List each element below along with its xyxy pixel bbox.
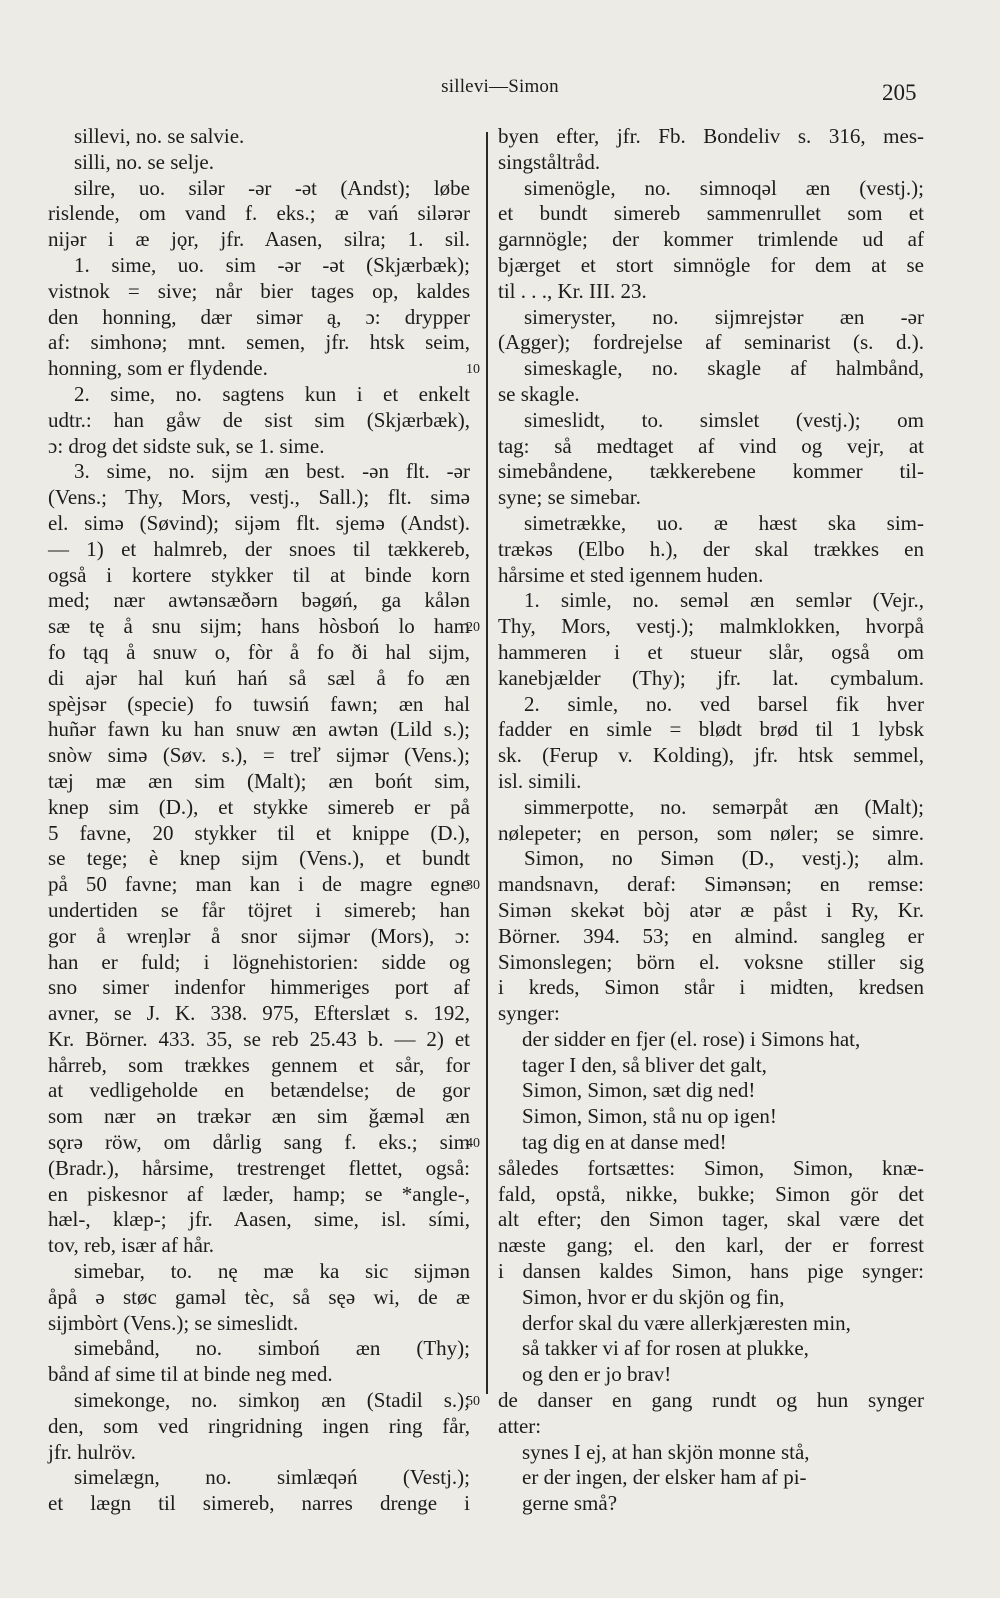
left-column bbox=[48, 124, 470, 1517]
text-line: simebar, to. nę mæ ka sic sijmən bbox=[74, 1259, 470, 1284]
text-line: sno simer indenfor himmeriges port af bbox=[48, 975, 470, 1000]
text-line: undertiden se får töjret i simereb; han bbox=[48, 897, 470, 922]
text-line: gerne små? bbox=[522, 1491, 618, 1516]
line-number: 40 bbox=[466, 1136, 480, 1152]
text-line: et lægn til simereb, narres drenge i bbox=[48, 1491, 470, 1516]
line-number: 50 bbox=[466, 1394, 480, 1410]
text-line: simenögle, no. simnoqəl æn (vestj.); bbox=[524, 175, 924, 200]
text-line: Simon, Simon, sæt dig ned! bbox=[522, 1078, 756, 1103]
text-line: 3. sime, no. sijm æn best. -ən flt. -ər bbox=[74, 459, 470, 484]
text-line: i dansen kaldes Simon, hans pige synger: bbox=[498, 1259, 924, 1284]
text-line: (Bradr.), hårsime, trestrenget flettet, også: bbox=[48, 1155, 470, 1180]
text-line: syne; se simebar. bbox=[498, 485, 641, 510]
line-number: 30 bbox=[466, 878, 480, 894]
text-line: Thy, Mors, vestj.); malmklokken, hvorpå bbox=[498, 614, 924, 639]
text-line: alt efter; den Simon tager, skal være det bbox=[498, 1207, 924, 1232]
line-number: 20 bbox=[466, 620, 480, 636]
text-line: silre, uo. silər -ər -ət (Andst); løbe bbox=[74, 175, 470, 200]
text-line: mandsnavn, deraf: Simənsən; en remse: bbox=[498, 872, 924, 897]
text-line: hårsime et sted igennem huden. bbox=[498, 562, 764, 587]
text-line: og den er jo brav! bbox=[522, 1362, 672, 1387]
line-number: 10 bbox=[466, 362, 480, 378]
text-line: (Vens.; Thy, Mors, vestj., Sall.); flt. simə bbox=[48, 485, 470, 510]
text-line: byen efter, jfr. Fb. Bondeliv s. 316, mes- bbox=[498, 124, 924, 148]
text-line: den, som ved ringridning ingen ring får, bbox=[48, 1413, 470, 1438]
text-line: se tege; è knep sijm (Vens.), et bundt bbox=[48, 846, 470, 871]
text-line: 2. sime, no. sagtens kun i et enkelt bbox=[74, 381, 470, 406]
text-line: trækəs (Elbo h.), der skal trækkes en bbox=[498, 536, 924, 561]
text-line: hæl-, klæp-; jfr. Aasen, sime, isl. sími, bbox=[48, 1207, 470, 1232]
text-line: simelægn, no. simlæqəń (Vestj.); bbox=[74, 1465, 470, 1490]
text-line: tag dig en at danse med! bbox=[522, 1130, 727, 1155]
text-line: Simon, no Simən (D., vestj.); alm. bbox=[524, 846, 924, 871]
text-line: nølepeter; en person, som nøler; se simre. bbox=[498, 820, 924, 845]
text-line: bjærget et stort simnögle for dem at se bbox=[498, 252, 924, 277]
text-line: Simən skekət bòj atər æ påst i Ry, Kr. bbox=[498, 897, 924, 922]
right-column bbox=[498, 124, 924, 1517]
text-line: rislende, om vand f. eks.; æ vań silərər bbox=[48, 201, 470, 226]
text-line: simekonge, no. simkoŋ æn (Stadil s.); bbox=[74, 1388, 470, 1413]
text-line: åpå ə støc gaməl tèc, så sęə wi, de æ bbox=[48, 1284, 470, 1309]
text-line: hårreb, som trækkes gennem et sår, for bbox=[48, 1052, 470, 1077]
text-line: Simon, Simon, stå nu op igen! bbox=[522, 1104, 777, 1129]
text-line: fo tąq å snuw o, fòr å fo ði hal sijm, bbox=[48, 639, 470, 664]
text-line: med; nær awtənsæðərn bəgøń, ga kålən bbox=[48, 588, 470, 613]
text-line: til . . ., Kr. III. 23. bbox=[498, 278, 647, 303]
text-line: udtr.: han gåw de sist sim (Skjærbæk), bbox=[48, 407, 470, 432]
text-line: garnnögle; der kommer trimlende ud af bbox=[498, 227, 924, 252]
text-line: han er fuld; i lögnehistorien: sidde og bbox=[48, 949, 470, 974]
text-line: at vedligeholde en betændelse; de gor bbox=[48, 1078, 470, 1103]
text-line: synger: bbox=[498, 1001, 560, 1026]
text-line: Kr. Börner. 433. 35, se reb 25.43 b. — 2) et bbox=[48, 1026, 470, 1051]
text-line: tag: så medtaget af vind og vejr, at bbox=[498, 433, 924, 458]
text-line: et bundt simereb sammenrullet som et bbox=[498, 201, 924, 226]
text-line: nijər i æ jǫr, jfr. Aasen, silra; 1. sil. bbox=[48, 227, 470, 252]
text-line: simmerpotte, no. semərpåt æn (Malt); bbox=[524, 794, 924, 819]
text-line: af: simhonə; mnt. semen, jfr. htsk seim, bbox=[48, 330, 470, 355]
text-line: så takker vi af for rosen at plukke, bbox=[522, 1336, 809, 1361]
text-line: honning, som er flydende. bbox=[48, 356, 268, 381]
text-line: derfor skal du være allerkjæresten min, bbox=[522, 1310, 851, 1335]
text-line: knep sim (D.), et stykke simereb er på bbox=[48, 794, 470, 819]
text-line: 1. sime, uo. sim -ər -ət (Skjærbæk); bbox=[74, 252, 470, 277]
text-line: synes I ej, at han skjön monne stå, bbox=[522, 1439, 810, 1464]
text-line: snòw simə (Søv. s.), = treľ sijmər (Vens.); bbox=[48, 743, 470, 768]
text-line: Simonslegen; börn el. voksne stiller sig bbox=[498, 949, 924, 974]
text-line: kanebjælder (Thy); jfr. lat. cymbalum. bbox=[498, 665, 924, 690]
text-line: di ajər hal kuń hań så sæl å fo æn bbox=[48, 665, 470, 690]
text-line: jfr. hulröv. bbox=[48, 1439, 136, 1464]
text-line: sk. (Ferup v. Kolding), jfr. htsk semmel, bbox=[498, 743, 924, 768]
text-line: silli, no. se selje. bbox=[74, 149, 214, 174]
text-line: (Agger); fordrejelse af seminarist (s. d.). bbox=[498, 330, 924, 355]
text-line: simebåndene, tækkerebene kommer til- bbox=[498, 459, 924, 484]
running-title: sillevi—Simon bbox=[441, 76, 559, 97]
text-line: den honning, dær simər ą, ɔ: drypper bbox=[48, 304, 470, 329]
text-line: simetrække, uo. æ hæst ska sim- bbox=[524, 510, 924, 535]
text-line: sijmbòrt (Vens.); se simeslidt. bbox=[48, 1310, 299, 1335]
text-line: en piskesnor af læder, hamp; se *angle-, bbox=[48, 1181, 470, 1206]
text-line: fadder en simle = blødt brød til 1 lybsk bbox=[498, 717, 924, 742]
text-line: Börner. 394. 53; en almind. sangleg er bbox=[498, 923, 924, 948]
page-number: 205 bbox=[882, 80, 917, 105]
text-line: isl. simili. bbox=[498, 768, 582, 793]
text-line: sillevi, no. se salvie. bbox=[74, 124, 245, 148]
text-line: Simon, hvor er du skjön og fin, bbox=[522, 1284, 785, 1309]
text-line: avner, se J. K. 338. 975, Efterslæt s. 192, bbox=[48, 1001, 470, 1026]
text-line: 1. simle, no. seməl æn semlər (Vejr., bbox=[524, 588, 924, 613]
text-line: spèjsər (specie) fo tuwsiń fawn; æn hal bbox=[48, 691, 470, 716]
text-line: ɔ: drog det sidste suk, se 1. sime. bbox=[48, 433, 325, 458]
text-line: 2. simle, no. ved barsel fik hver bbox=[524, 691, 924, 716]
text-line: atter: bbox=[498, 1413, 542, 1438]
text-line: også i kortere stykker til at binde korn bbox=[48, 562, 470, 587]
text-line: 5 favne, 20 stykker til et knippe (D.), bbox=[48, 820, 470, 845]
text-line: simebånd, no. simboń æn (Thy); bbox=[74, 1336, 470, 1361]
text-line: simeskagle, no. skagle af halmbånd, bbox=[524, 356, 924, 381]
text-line: i kreds, Simon står i midten, kredsen bbox=[498, 975, 924, 1000]
text-line: fald, opstå, nikke, bukke; Simon gör det bbox=[498, 1181, 924, 1206]
text-line: de danser en gang rundt og hun synger bbox=[498, 1388, 924, 1413]
text-line: gor å wreŋlər å snor sijmər (Mors), ɔ: bbox=[48, 923, 470, 948]
text-line: huñər fawn ku han snuw æn awtən (Lild s.); bbox=[48, 717, 470, 742]
text-line: sæ tę å snu sijm; hans hòsboń lo ham bbox=[48, 614, 470, 639]
text-line: på 50 favne; man kan i de magre egne bbox=[48, 872, 470, 897]
text-line: således fortsættes: Simon, Simon, knæ- bbox=[498, 1155, 924, 1180]
text-line: næste gang; el. den karl, der er forrest bbox=[498, 1233, 924, 1258]
text-line: som nær ən trækər æn sim ǧæməl æn bbox=[48, 1104, 470, 1129]
text-line: er der ingen, der elsker ham af pi- bbox=[522, 1465, 807, 1490]
text-line: simeslidt, to. simslet (vestj.); om bbox=[524, 407, 924, 432]
text-line: singståltråd. bbox=[498, 149, 601, 174]
column-divider bbox=[486, 132, 488, 1394]
text-line: bånd af sime til at binde neg med. bbox=[48, 1362, 333, 1387]
text-line: tager I den, så bliver det galt, bbox=[522, 1052, 767, 1077]
text-line: simeryster, no. sijmrejstər æn -ər bbox=[524, 304, 924, 329]
text-line: sǫrə röw, om dårlig sang f. eks.; sim bbox=[48, 1130, 470, 1155]
text-line: el. simə (Søvind); sijəm flt. sjemə (Andst). bbox=[48, 510, 470, 535]
text-line: der sidder en fjer (el. rose) i Simons hat, bbox=[522, 1026, 861, 1051]
text-line: vistnok = sive; når bier tages op, kaldes bbox=[48, 278, 470, 303]
text-line: se skagle. bbox=[498, 381, 580, 406]
text-line: hammeren i et stueur slår, også om bbox=[498, 639, 924, 664]
text-line: — 1) et halmreb, der snoes til tækkereb, bbox=[48, 536, 470, 561]
text-line: tæj mæ æn sim (Malt); æn bońt sim, bbox=[48, 768, 470, 793]
text-line: tov, reb, især af hår. bbox=[48, 1233, 215, 1258]
